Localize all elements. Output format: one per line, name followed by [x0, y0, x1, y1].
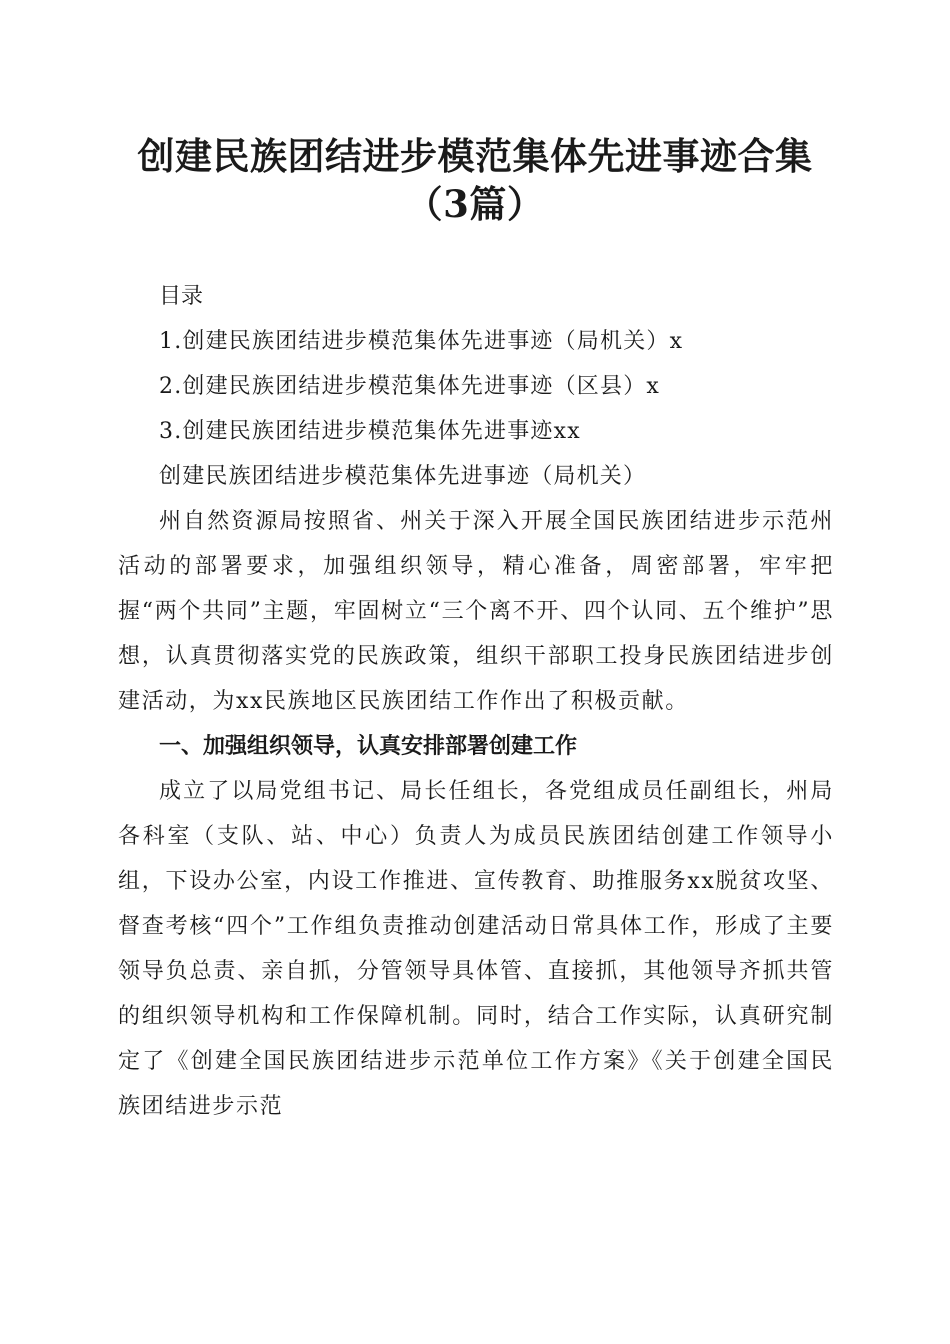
document-title: 创建民族团结进步模范集体先进事迹合集（3篇）	[137, 134, 813, 226]
toc-item: 3.创建民族团结进步模范集体先进事迹xx	[159, 419, 581, 444]
paragraph-1: 成立了以局党组书记、局长任组长，各党组成员任副组长，州局各科室（支队、站、中心）负责人为成员民族团结创建工作领导小组，下设办公室，内设工作推进、宣传教育、助推服务xx脱贫攻坚、督查考核“四个”工作组负责推动创建活动日常具体工作，形成了主要领导负总责、亲自抓，分管领导具体管、直接抓，其他领导齐抓共管的组织领导机构和工作保障机制。同时，结合工作实际，认真研究制定了《创建全国民族团结进步示范单位工作方案》《关于创建全国民族团结进步示范	[118, 779, 834, 1119]
intro-paragraph: 州自然资源局按照省、州关于深入开展全国民族团结进步示范州活动的部署要求，加强组织领导，精心准备，周密部署，牢牢把握“两个共同”主题，牢固树立“三个离不开、四个认同、五个维护”思想，认真贯彻落实党的民族政策，组织干部职工投身民族团结进步创建活动，为xx民族地区民族团结工作作出了积极贡献。	[118, 509, 834, 714]
section-title: 创建民族团结进步模范集体先进事迹（局机关）	[159, 464, 647, 489]
toc-item: 2.创建民族团结进步模范集体先进事迹（区县）x	[159, 374, 660, 399]
toc-item: 1.创建民族团结进步模范集体先进事迹（局机关）x	[159, 329, 684, 354]
heading-1: 一、加强组织领导，认真安排部署创建工作	[159, 734, 578, 759]
document-body	[118, 274, 834, 1129]
toc-heading: 目录	[159, 284, 204, 309]
